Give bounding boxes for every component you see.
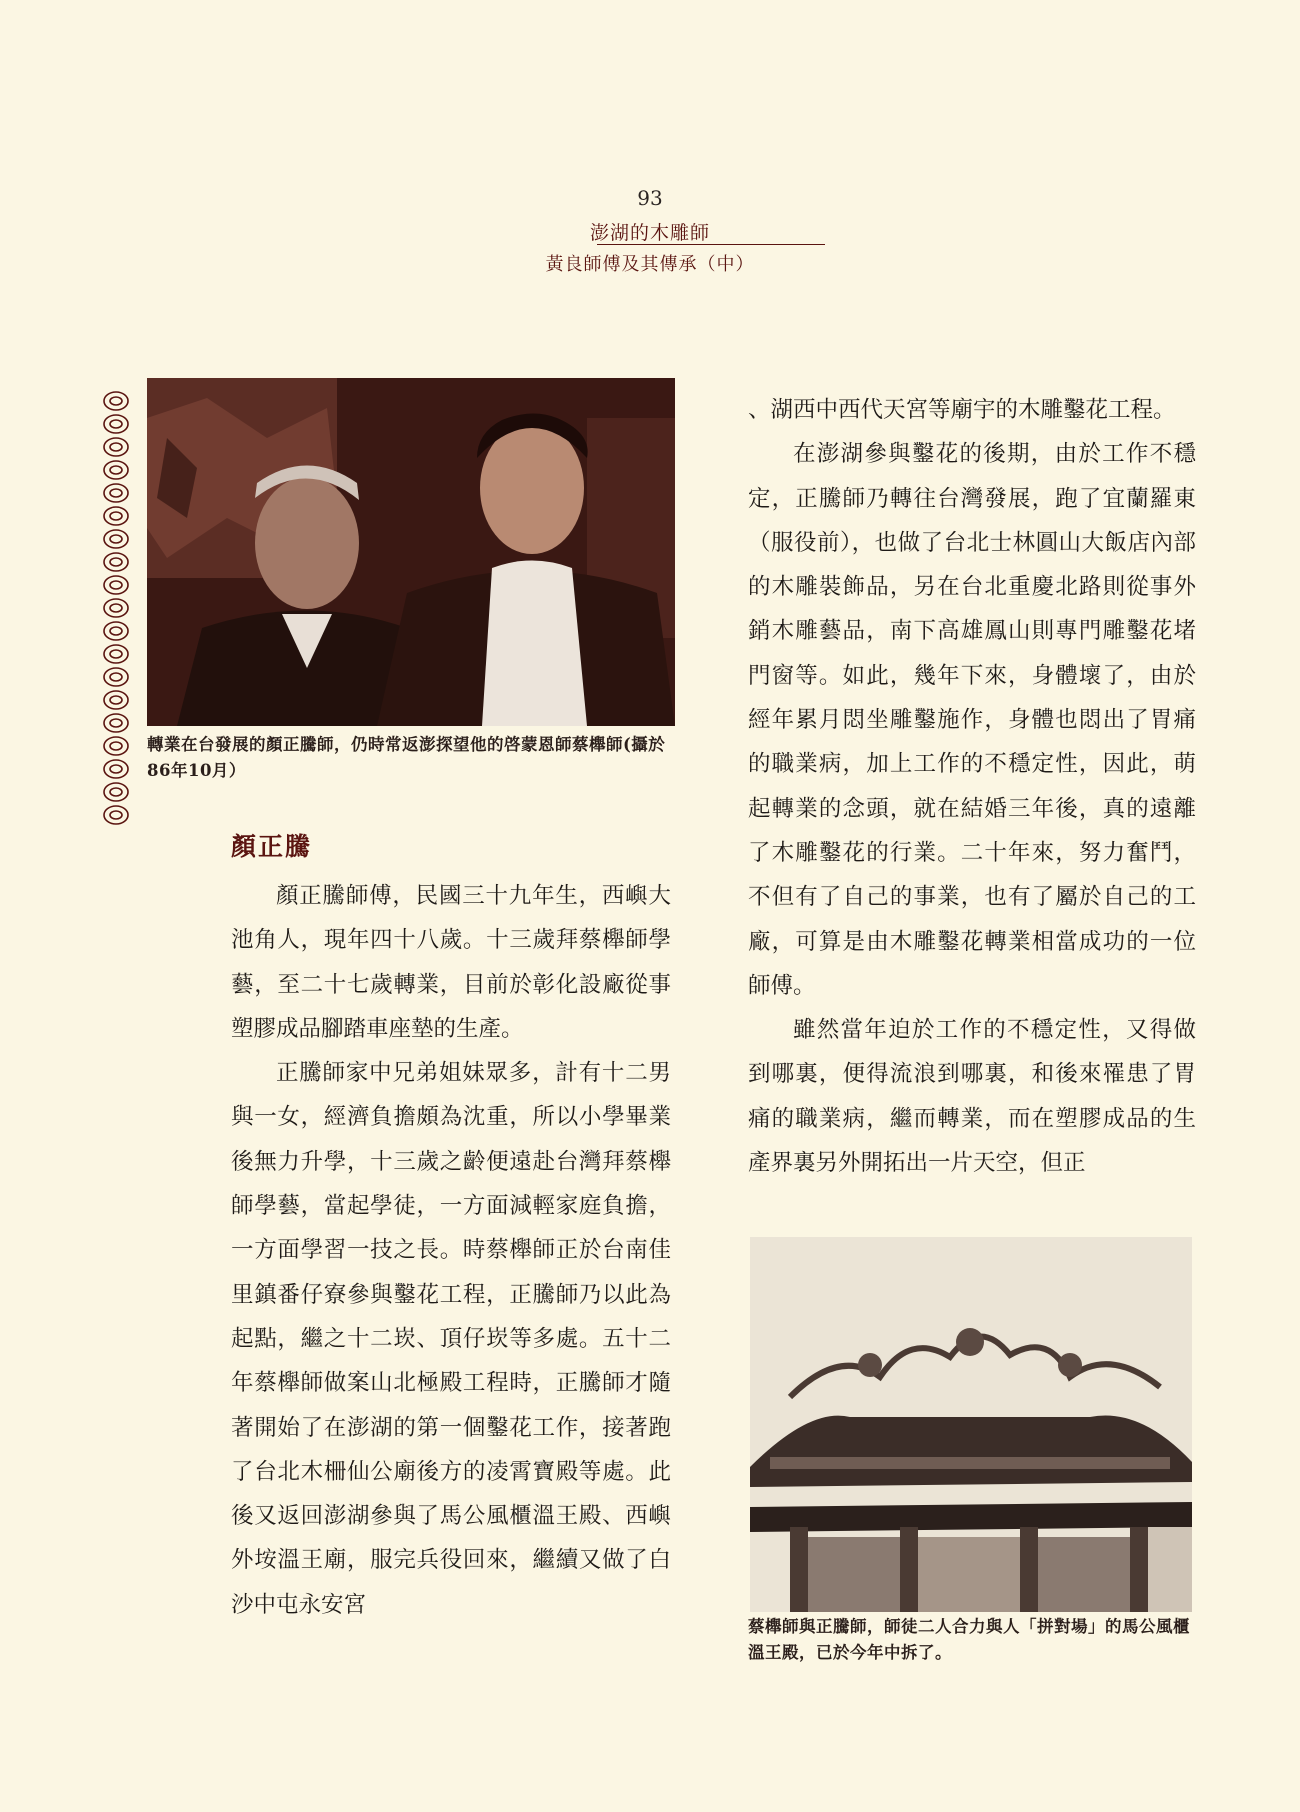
photo-caption-2: 蔡櫸師與正騰師，師徒二人合力與人「拼對場」的馬公風櫃溫王殿，已於今年中拆了。 (748, 1617, 1190, 1662)
photo-temple (750, 1237, 1192, 1612)
header-title: 澎湖的木雕師 (589, 222, 710, 244)
photo-two-craftsmen (147, 378, 675, 726)
paragraph: 、湖西中西代天宮等廟宇的木雕鑿花工程。 (748, 397, 1176, 423)
paragraph: 顏正騰師傅，民國三十九年生，西嶼大池角人，現年四十八歲。十三歲拜蔡櫸師學藝，至二十七歲轉業，目前於彰化設廠從事塑膠成品腳踏車座墊的生產。 (231, 883, 671, 1042)
body-column-right (748, 388, 1196, 1185)
photo-caption-1: 轉業在台發展的顏正騰師，仍時常返澎探望他的啓蒙恩師蔡櫸師(攝於86年10月） (147, 735, 666, 780)
page-number: 93 (637, 186, 663, 210)
header-subtitle: 黃良師傅及其傳承（中） (545, 254, 755, 275)
ornament-border (101, 391, 131, 831)
paragraph: 正騰師家中兄弟姐妹眾多，計有十二男與一女，經濟負擔頗為沈重，所以小學畢業後無力升學，十三歲之齡便遠赴台灣拜蔡櫸師學藝，當起學徒，一方面減輕家庭負擔，一方面學習一技之長。時蔡櫸師正於台南佳里鎮番仔寮參與鑿花工程，正騰師乃以此為起點，繼之十二崁、頂仔崁等多處。五十二年蔡櫸師做案山北極殿工程時，正騰師才隨著開始了在澎湖的第一個鑿花工作，接著跑了台北木柵仙公廟後方的凌霄寶殿等處。此後又返回澎湖參與了馬公風櫃溫王殿、西嶼外垵溫王廟，服完兵役回來，繼續又做了白沙中屯永安宮 (231, 1060, 671, 1618)
section-heading: 顏正騰 (231, 832, 313, 861)
paragraph: 在澎湖參與鑿花的後期，由於工作不穩定，正騰師乃轉往台灣發展，跑了宜蘭羅東（服役前），也做了台北士林圓山大飯店內部的木雕裝飾品，另在台北重慶北路則從事外銷木雕藝品，南下高雄鳳山則專門雕鑿花堵門窗等。如此，幾年下來，身體壞了，由於經年累月悶坐雕鑿施作，身體也悶出了胃痛的職業病，加上工作的不穩定性，因此，萌起轉業的念頭，就在結婚三年後，真的遠離了木雕鑿花的行業。二十年來，努力奮鬥，不但有了自己的事業，也有了屬於自己的工廠，可算是由木雕鑿花轉業相當成功的一位師傅。 (748, 441, 1196, 999)
paragraph: 雖然當年迫於工作的不穩定性，又得做到哪裏，便得流浪到哪裏，和後來罹患了胃痛的職業病，繼而轉業，而在塑膠成品的生產界裏另外開拓出一片天空，但正 (748, 1017, 1196, 1177)
body-column-left (231, 874, 671, 1627)
header-rule (597, 244, 825, 245)
